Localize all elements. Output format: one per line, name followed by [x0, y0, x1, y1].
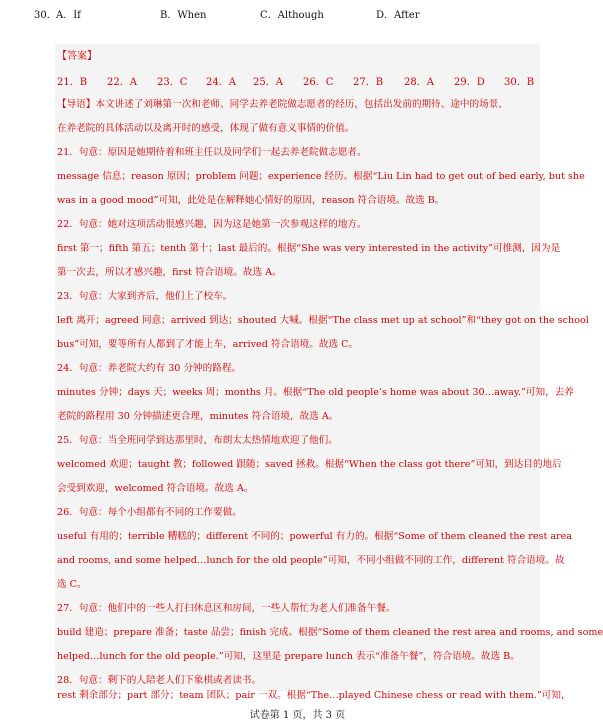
explanation-line: 28．句意：剩下的人陪老人们下象棋或者读书。	[57, 675, 262, 686]
question-30-options	[34, 6, 574, 22]
answer-23: 23．C	[157, 77, 188, 88]
explanation-line: 26．句意：每个小组都有不同的工作要做。	[57, 507, 242, 518]
explanation-line: and rooms, and some helped…lunch for the old people”可知，不同小组做不同的工作，different 符合语境。故	[57, 555, 565, 566]
explanation-line: 22．句意：她对这项活动很感兴趣，因为这是她第一次参观这样的地方。	[57, 219, 367, 230]
explanation-line: message 信息；reason 原因；problem 问题；experience 经历。根据“Liu Lin had to get out of bed early, but she	[57, 171, 585, 182]
explanation-line: 在养老院的具体活动以及离开时的感受，体现了做有意义事情的价值。	[57, 123, 355, 134]
answer-27: 27．B	[353, 77, 384, 88]
answer-header: 【答案】	[57, 51, 97, 62]
explanation-line: 24．句意：养老院大约有 30 分钟的路程。	[57, 363, 242, 374]
explanation-line: helped…lunch for the old people.”可知，这里是 prepare lunch 表示“准备午餐”，符合语境。故选 B。	[57, 651, 520, 662]
question-number: 30．	[34, 10, 57, 21]
explanation-line: minutes 分钟；days 天；weeks 周；months 月。根据“The old people’s home was about 30…away.”可知，去养	[57, 387, 574, 398]
explanation-line: first 第一；fifth 第五；tenth 第十；last 最后的。根据“She was very interested in the activity”可推测，因为是	[57, 243, 561, 254]
option-d: D．After	[376, 10, 420, 21]
answer-25: 25．A	[253, 77, 283, 88]
answer-24: 24．A	[206, 77, 236, 88]
explanation-line: rest 剩余部分；part 部分；team 团队；pair 一双。根据“The…played Chinese chess or read with them.”可知，	[57, 690, 571, 701]
explanation-line: bus”可知，要等所有人都到了才能上车，arrived 符合语境。故选 C。	[57, 339, 359, 350]
explanation-line: 21．句意：原因是她期待着和班主任以及同学们一起去养老院做志愿者。	[57, 147, 367, 158]
answer-26: 26．C	[303, 77, 334, 88]
answer-28: 28．A	[404, 77, 434, 88]
answer-key-row	[57, 73, 542, 89]
explanation-line: left 离开；agreed 同意；arrived 到达；shouted 大喊。根据“The class met up at school”和“they got on the school	[57, 315, 589, 326]
explanation-line: welcomed 欢迎；taught 教；followed 跟随；saved 拯救。根据“When the class got there”可知，到达目的地后	[57, 459, 562, 470]
answer-21: 21．B	[57, 77, 88, 88]
answer-22: 22．A	[107, 77, 137, 88]
option-a: A．If	[56, 10, 81, 21]
option-c: C．Although	[260, 10, 324, 21]
answer-30: 30．B	[504, 77, 535, 88]
explanation-line: 【导语】本文讲述了刘琳第一次和老师、同学去养老院做志愿者的经历，包括出发前的期待、途中的场景、	[57, 99, 508, 110]
explanation-line: build 建造；prepare 准备；taste 品尝；finish 完成。根据“Some of them cleaned the rest area and rooms, and some	[57, 627, 603, 638]
explanation-line: 25．句意：当全班同学到达那里时，布朗太太热情地欢迎了他们。	[57, 435, 338, 446]
explanation-line: 会受到欢迎，welcomed 符合语境。故选 A。	[57, 483, 254, 494]
explanation-line: 第一次去，所以才感兴趣，first 符合语境。故选 A。	[57, 267, 282, 278]
explanation-line: 老院的路程用 30 分钟描述更合理，minutes 符合语境，故选 A。	[57, 411, 339, 422]
explanation-line: 23．句意：大家到齐后，他们上了校车。	[57, 291, 233, 302]
explanation-line: was in a good mood”可知，此处是在解释她心情好的原因，reason 符合语境。故选 B。	[57, 195, 445, 206]
option-b: B．When	[160, 10, 207, 21]
explanation-line: useful 有用的；terrible 糟糕的；different 不同的；powerful 有力的。根据“Some of them cleaned the rest area	[57, 531, 573, 542]
explanation-line: 选 C。	[57, 579, 87, 590]
answer-29: 29．D	[454, 77, 485, 88]
page-footer: 试卷第 1 页，共 3 页	[249, 710, 346, 721]
explanation-line: 27．句意：他们中的一些人打扫休息区和房间，一些人帮忙为老人们准备午餐。	[57, 603, 396, 614]
